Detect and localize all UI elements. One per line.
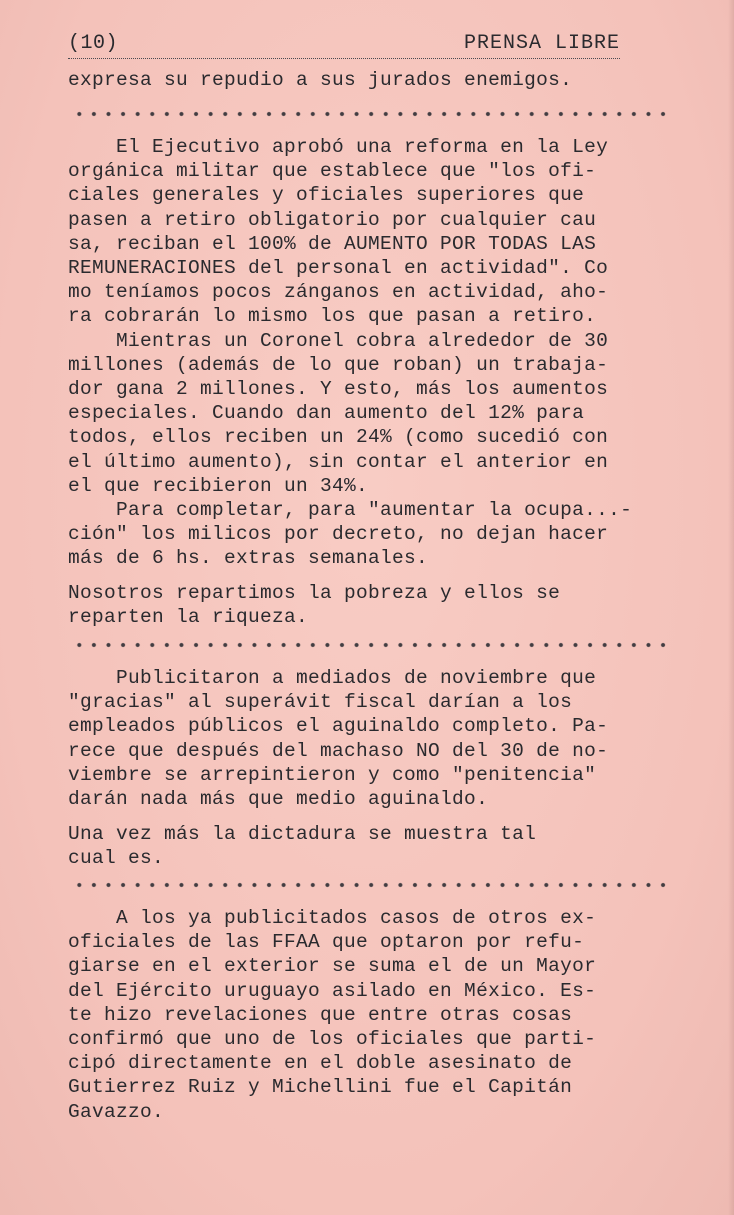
section-divider [72, 881, 668, 889]
poverty-paragraph: Nosotros repartimos la pobreza y ellos se reparten la riqueza. [68, 582, 561, 629]
paper-edge-shadow [728, 0, 734, 1215]
section-divider [72, 110, 668, 118]
section-divider [72, 641, 668, 649]
dictatorship-paragraph: Una vez más la dictadura se muestra tal cual es. [68, 823, 537, 870]
header-dotted-rule [68, 58, 620, 59]
page-number: (10) [68, 32, 119, 55]
aguinaldo-article: Publicitaron a mediados de noviembre que "gracias" al superávit fiscal darían a los empleados públicos el aguinaldo completo. Pa- rece que después del machaso NO del 30 de no- viembre se arrepintieron y como "penitencia" darán nada más que medio aguinaldo. [68, 667, 609, 811]
exile-article: A los ya publicitados casos de otros ex- oficiales de las FFAA que optaron por refu- giarse en el exterior se suma el de un Mayor del Ejército uruguayo asilado en México. Es- te hizo revelaciones que entre otras cosas confirmó que uno de los oficiales que parti- cipó directamente en el doble asesinato de Gutierrez Ruiz y Michellini fue el Capitán Gavazzo. [68, 907, 597, 1123]
publication-name: PRENSA LIBRE [463, 32, 620, 55]
intro-paragraph: expresa su repudio a sus jurados enemigos. [68, 69, 573, 91]
military-law-article: El Ejecutivo aprobó una reforma en la Ley orgánica militar que establece que "los ofi- ciales generales y oficiales superiores que pasen a retiro obligatorio por cualquier cau sa, reciban el 100% de AUMENTO POR TODAS LAS REMUNERACIONES del personal en actividad". Co mo teníamos pocos zánganos en actividad, aho- ra cobrarán lo mismo los que pasan a retiro. Mientras un Coronel cobra alrededor de 30 millones (además de lo que roban) un trabaja- dor gana 2 millones. Y esto, más los aumentos especiales. Cuando dan aumento del 12% para todos, ellos reciben un 24% (como sucedió con el último aumento), sin contar el anterior en el que recibieron un 34%. Para completar, para "aumentar la ocupa...- ción" los milicos por decreto, no dejan hacer más de 6 hs. extras semanales. [68, 136, 633, 570]
